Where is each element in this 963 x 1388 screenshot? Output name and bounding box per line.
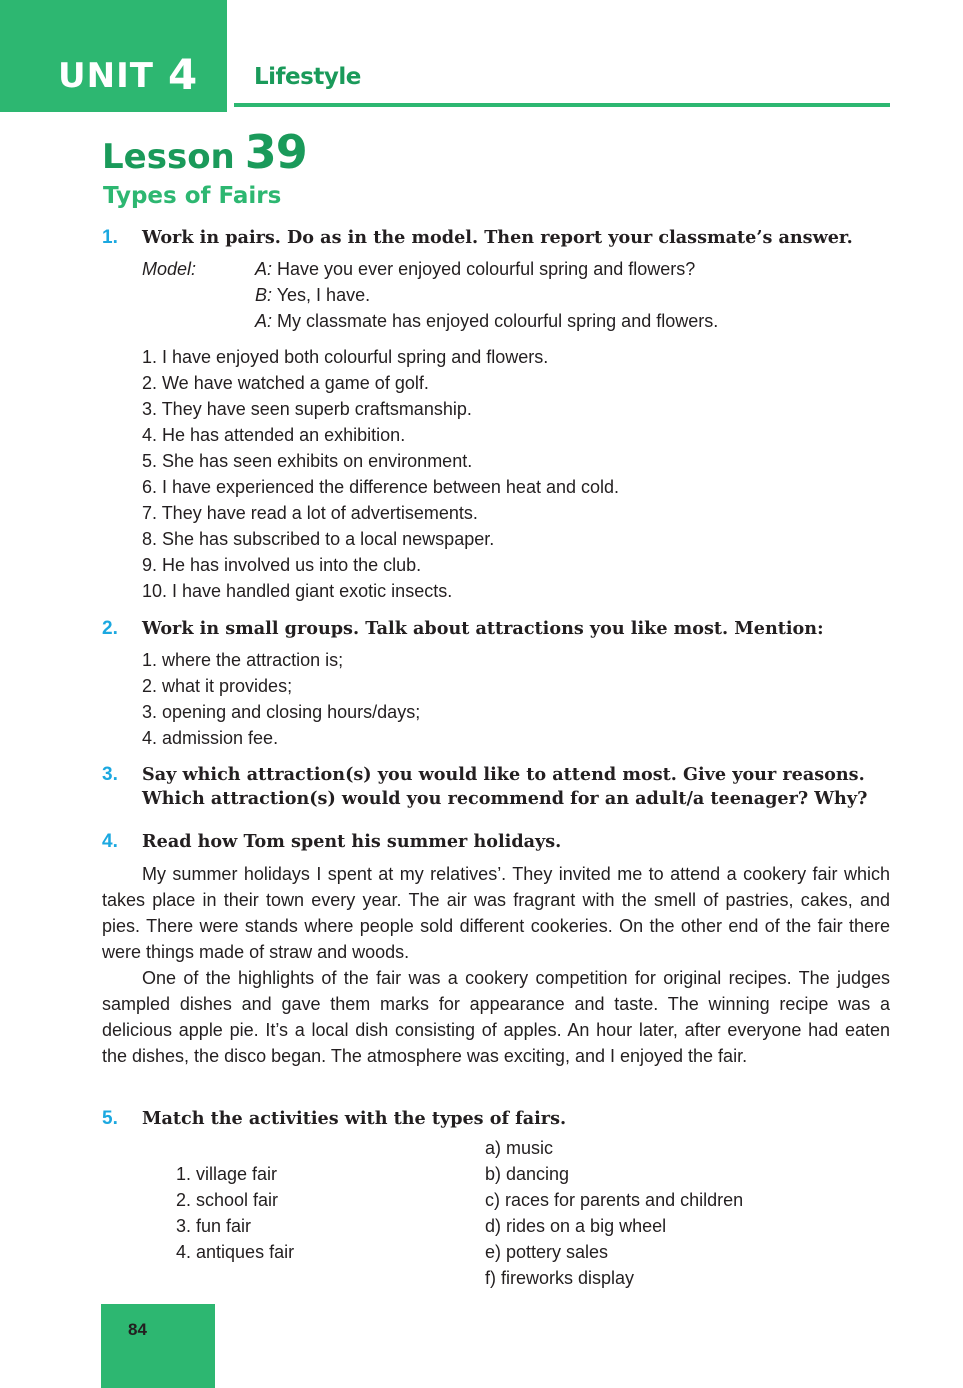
list-item: 3. opening and closing hours/days; xyxy=(142,702,421,722)
list-item: 1. where the attraction is; xyxy=(142,650,344,670)
list-item: 2. what it provides; xyxy=(142,676,293,696)
activity-item: f) fireworks display xyxy=(485,1268,635,1288)
task-4-number: 4. xyxy=(102,831,118,852)
lesson-heading xyxy=(102,125,307,179)
activity-item: a) music xyxy=(485,1138,554,1158)
unit-number: 4 xyxy=(168,50,198,99)
header-rule xyxy=(234,103,890,107)
reading-paragraph-2: One of the highlights of the fair was a cookery competition for original recipes. The judges sampled dishes and gave them marks for appearance and taste. The winning recipe was a delicious apple pie. It’s a local dish consisting of apples. An hour later, after everyone had eaten the dishes, the disco began. The atmosphere was exciting, and I enjoyed the fair. xyxy=(102,968,890,1066)
task-3-number: 3. xyxy=(102,764,118,785)
list-item: 10. I have handled giant exotic insects. xyxy=(142,581,453,601)
task-4-instruction: Read how Tom spent his summer holidays. xyxy=(142,831,562,852)
model-line xyxy=(255,282,370,308)
list-item: 8. She has subscribed to a local newspaper. xyxy=(142,529,495,549)
lesson-title: Types of Fairs xyxy=(103,183,282,209)
model-text: My classmate has enjoyed colourful spring and flowers. xyxy=(272,311,719,331)
activity-item: d) rides on a big wheel xyxy=(485,1216,667,1236)
model-speaker: A: xyxy=(255,311,273,331)
list-item: 6. I have experienced the difference between heat and cold. xyxy=(142,477,620,497)
unit-title: Lifestyle xyxy=(254,64,361,90)
task-3-line-1: Say which attraction(s) you would like to attend most. Give your reasons. xyxy=(142,764,865,785)
model-label: Model: xyxy=(142,259,197,279)
model-text: Have you ever enjoyed colourful spring and flowers? xyxy=(272,259,696,279)
model-line xyxy=(255,256,695,282)
model-speaker: B: xyxy=(255,285,273,305)
unit-banner xyxy=(0,0,227,112)
activity-item: e) pottery sales xyxy=(485,1242,609,1262)
list-item: 4. He has attended an exhibition. xyxy=(142,425,406,445)
model-speaker: A: xyxy=(255,259,273,279)
list-item: 1. I have enjoyed both colourful spring and flowers. xyxy=(142,347,549,367)
task-2-instruction: Work in small groups. Talk about attractions you like most. Mention: xyxy=(142,618,824,639)
list-item: 5. She has seen exhibits on environment. xyxy=(142,451,473,471)
model-text: Yes, I have. xyxy=(272,285,371,305)
lesson-word: Lesson xyxy=(102,137,235,177)
fair-item: 2. school fair xyxy=(176,1190,279,1210)
task-1-instruction: Work in pairs. Do as in the model. Then report your classmate’s answer. xyxy=(142,227,853,248)
list-item: 2. We have watched a game of golf. xyxy=(142,373,429,393)
unit-label: UNIT xyxy=(58,56,154,96)
activity-item: b) dancing xyxy=(485,1164,570,1184)
list-item: 3. They have seen superb craftsmanship. xyxy=(142,399,472,419)
task-3-line-2: Which attraction(s) would you recommend for an adult/a teenager? Why? xyxy=(142,788,868,809)
task-5-number: 5. xyxy=(102,1108,118,1129)
reading-paragraph-1: My summer holidays I spent at my relatives’. They invited me to attend a cookery fair which takes place in their town every year. The air was fragrant with the smell of pastries, cakes, and pies. There were stands where people sold different cookeries. On the other end of the fair there were things made of straw and woods. xyxy=(102,864,890,962)
fair-item: 4. antiques fair xyxy=(176,1242,295,1262)
page-number: 84 xyxy=(128,1320,147,1339)
lesson-number: 39 xyxy=(244,125,307,179)
fair-item: 3. fun fair xyxy=(176,1216,252,1236)
list-item: 4. admission fee. xyxy=(142,728,279,748)
task-2-number: 2. xyxy=(102,618,118,639)
task-5-instruction: Match the activities with the types of fairs. xyxy=(142,1108,567,1129)
list-item: 9. He has involved us into the club. xyxy=(142,555,422,575)
task-1-number: 1. xyxy=(102,227,118,248)
model-line xyxy=(255,308,718,334)
fair-item: 1. village fair xyxy=(176,1164,278,1184)
page-number-box xyxy=(101,1304,215,1388)
activity-item: c) races for parents and children xyxy=(485,1190,744,1210)
list-item: 7. They have read a lot of advertisements. xyxy=(142,503,478,523)
